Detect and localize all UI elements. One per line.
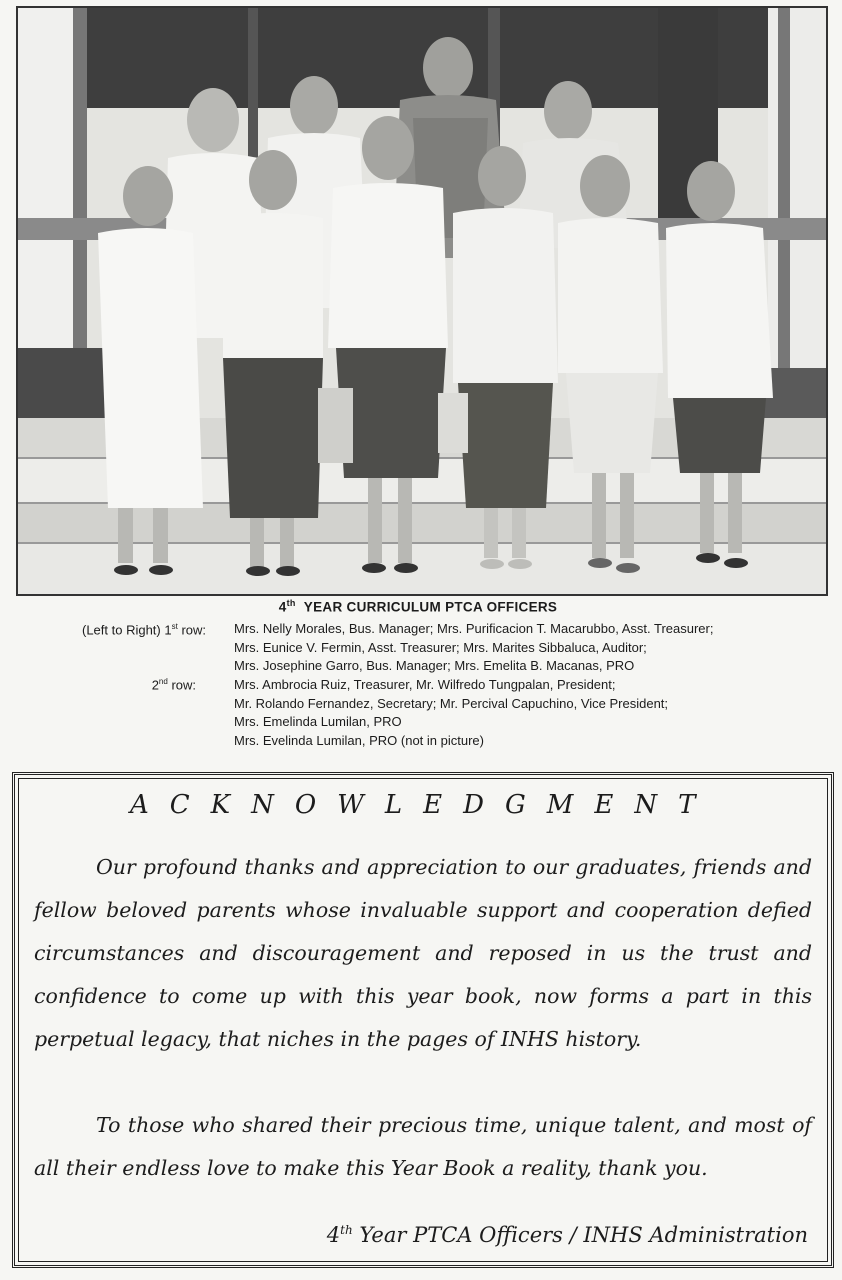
name-line: Mr. Rolando Fernandez, Secretary; Mr. Percival Capuchino, Vice President;: [234, 695, 669, 711]
name-line: Mrs. Evelinda Lumilan, PRO (not in picture): [234, 732, 484, 748]
group-photo: [16, 6, 828, 596]
group-photo-illustration: [18, 8, 826, 594]
second-row-names: [234, 676, 668, 750]
acknowledgment-paragraph-2: To those who shared their precious time, unique talent, and most of all their endless love to make this Year Book a reality, thank you.: [34, 1113, 812, 1180]
name-line: Mrs. Eunice V. Fermin, Asst. Treasurer; Mrs. Marites Sibbaluca, Auditor;: [234, 639, 647, 655]
name-line: Mrs. Ambrocia Ruiz, Treasurer, Mr. Wilfredo Tungpalan, President;: [234, 677, 616, 692]
first-row-names: [234, 620, 713, 676]
second-row-label: 2nd row:: [151, 677, 196, 693]
name-line: Mrs. Josephine Garro, Bus. Manager; Mrs. Emelita B. Macanas, PRO: [234, 658, 635, 674]
acknowledgment-paragraph-1: Our profound thanks and appreciation to our graduates, friends and fellow beloved parents whose invaluable support and cooperation defied circumstances and discouragement and reposed in us the trust and confidence to come up with this year book, now forms a part in this perpetual legacy, that niches in the pages of INHS history.: [34, 855, 812, 1051]
caption-title: 4th YEAR CURRICULUM PTCA OFFICERS: [278, 598, 558, 615]
acknowledgment-signature: 4th Year PTCA Officers / INHS Administration: [326, 1223, 808, 1247]
name-line: Mrs. Emelinda Lumilan, PRO: [234, 714, 402, 730]
first-row-label: (Left to Right) 1st row:: [81, 622, 206, 638]
acknowledgment-title: ACKNOWLEDGMENT: [130, 790, 717, 820]
name-line: Mrs. Nelly Morales, Bus. Manager; Mrs. Purificacion T. Macarubbo, Asst. Treasurer;: [234, 621, 714, 636]
